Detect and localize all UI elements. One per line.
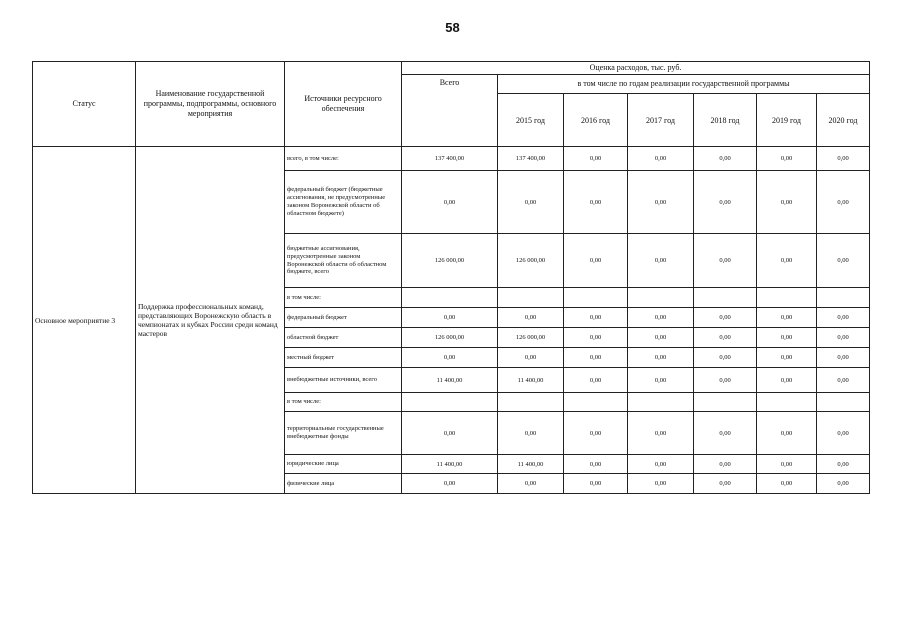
value-2020 (817, 288, 870, 308)
table-row (33, 147, 870, 171)
value-2019: 0,00 (757, 474, 817, 494)
source-cell: местный бюджет (285, 348, 402, 368)
header-total: Всего (402, 75, 498, 147)
value-2015: 0,00 (498, 171, 564, 234)
value-2015 (498, 288, 564, 308)
value-total: 137 400,00 (402, 147, 498, 171)
budget-table (32, 61, 870, 494)
value-2016: 0,00 (564, 234, 628, 288)
value-2018 (694, 288, 757, 308)
value-total: 0,00 (402, 412, 498, 455)
source-cell: внебюджетные источники, всего (285, 368, 402, 393)
value-2015: 0,00 (498, 348, 564, 368)
value-2018: 0,00 (694, 368, 757, 393)
value-2016: 0,00 (564, 308, 628, 328)
value-total: 0,00 (402, 474, 498, 494)
value-2020: 0,00 (817, 328, 870, 348)
value-2016: 0,00 (564, 147, 628, 171)
value-2019: 0,00 (757, 308, 817, 328)
value-2018 (694, 393, 757, 412)
page-number: 58 (445, 20, 460, 35)
value-2015: 126 000,00 (498, 234, 564, 288)
value-2019: 0,00 (757, 412, 817, 455)
header-estimate: Оценка расходов, тыс. руб. (402, 62, 870, 75)
header-status: Статус (33, 62, 136, 147)
source-cell: федеральный бюджет (285, 308, 402, 328)
value-2017: 0,00 (628, 328, 694, 348)
value-2017: 0,00 (628, 348, 694, 368)
value-total: 126 000,00 (402, 234, 498, 288)
status-cell: Основное мероприятие 3 (33, 147, 136, 494)
value-2019 (757, 288, 817, 308)
source-cell: всего, в том числе: (285, 147, 402, 171)
value-2015: 11 400,00 (498, 368, 564, 393)
source-cell: территориальные государственные внебюджетные фонды (285, 412, 402, 455)
value-2019: 0,00 (757, 328, 817, 348)
value-2015: 126 000,00 (498, 328, 564, 348)
value-2017: 0,00 (628, 171, 694, 234)
source-cell: в том числе: (285, 393, 402, 412)
value-2017: 0,00 (628, 412, 694, 455)
value-2018: 0,00 (694, 171, 757, 234)
value-2016: 0,00 (564, 455, 628, 474)
value-2015 (498, 393, 564, 412)
header-year-2019: 2019 год (757, 94, 817, 147)
value-total: 0,00 (402, 308, 498, 328)
value-2015: 137 400,00 (498, 147, 564, 171)
value-2015: 0,00 (498, 412, 564, 455)
value-2020: 0,00 (817, 234, 870, 288)
value-2020 (817, 393, 870, 412)
value-total (402, 393, 498, 412)
value-2020: 0,00 (817, 147, 870, 171)
value-2016 (564, 288, 628, 308)
value-2017: 0,00 (628, 147, 694, 171)
value-2020: 0,00 (817, 368, 870, 393)
value-2017 (628, 288, 694, 308)
value-2018: 0,00 (694, 348, 757, 368)
value-2016: 0,00 (564, 171, 628, 234)
header-year-2017: 2017 год (628, 94, 694, 147)
value-2015: 0,00 (498, 474, 564, 494)
value-2019: 0,00 (757, 171, 817, 234)
value-total: 11 400,00 (402, 455, 498, 474)
source-cell: физические лица (285, 474, 402, 494)
value-total: 0,00 (402, 171, 498, 234)
header-year-2016: 2016 год (564, 94, 628, 147)
value-2019 (757, 393, 817, 412)
value-total: 0,00 (402, 348, 498, 368)
source-cell: федеральный бюджет (бюджетные ассигнования, не предусмотренные законом Воронежской области об областном бюджете) (285, 171, 402, 234)
value-2019: 0,00 (757, 455, 817, 474)
value-2019: 0,00 (757, 147, 817, 171)
value-2019: 0,00 (757, 234, 817, 288)
value-2019: 0,00 (757, 368, 817, 393)
value-2017 (628, 393, 694, 412)
value-2018: 0,00 (694, 308, 757, 328)
value-2017: 0,00 (628, 474, 694, 494)
header-year-2018: 2018 год (694, 94, 757, 147)
source-cell: областной бюджет (285, 328, 402, 348)
value-2016: 0,00 (564, 368, 628, 393)
value-2016: 0,00 (564, 328, 628, 348)
value-2016: 0,00 (564, 348, 628, 368)
value-2016 (564, 393, 628, 412)
value-2017: 0,00 (628, 368, 694, 393)
source-cell: бюджетные ассигнования, предусмотренные законом Воронежской области об областном бюджете, всего (285, 234, 402, 288)
header-year-2015: 2015 год (498, 94, 564, 147)
value-2015: 0,00 (498, 308, 564, 328)
value-2020: 0,00 (817, 348, 870, 368)
value-2015: 11 400,00 (498, 455, 564, 474)
value-2020: 0,00 (817, 455, 870, 474)
value-2017: 0,00 (628, 308, 694, 328)
value-2018: 0,00 (694, 455, 757, 474)
value-2018: 0,00 (694, 474, 757, 494)
value-2018: 0,00 (694, 234, 757, 288)
value-2018: 0,00 (694, 412, 757, 455)
value-2019: 0,00 (757, 348, 817, 368)
value-2018: 0,00 (694, 147, 757, 171)
event-name-cell: Поддержка профессиональных команд, представляющих Воронежскую область в чемпионатах и кубках России среди команд мастеров (136, 147, 285, 494)
header-sources: Источники ресурсного обеспечения (285, 62, 402, 147)
header-year-2020: 2020 год (817, 94, 870, 147)
source-cell: юридические лица (285, 455, 402, 474)
value-2020: 0,00 (817, 412, 870, 455)
value-2017: 0,00 (628, 455, 694, 474)
value-2017: 0,00 (628, 234, 694, 288)
value-2016: 0,00 (564, 412, 628, 455)
value-total (402, 288, 498, 308)
value-2020: 0,00 (817, 171, 870, 234)
value-total: 11 400,00 (402, 368, 498, 393)
header-by-years: в том числе по годам реализации государственной программы (498, 75, 870, 94)
value-2020: 0,00 (817, 474, 870, 494)
value-2018: 0,00 (694, 328, 757, 348)
header-name: Наименование государственной программы, подпрограммы, основного мероприятия (136, 62, 285, 147)
value-2016: 0,00 (564, 474, 628, 494)
value-total: 126 000,00 (402, 328, 498, 348)
source-cell: в том числе: (285, 288, 402, 308)
value-2020: 0,00 (817, 308, 870, 328)
